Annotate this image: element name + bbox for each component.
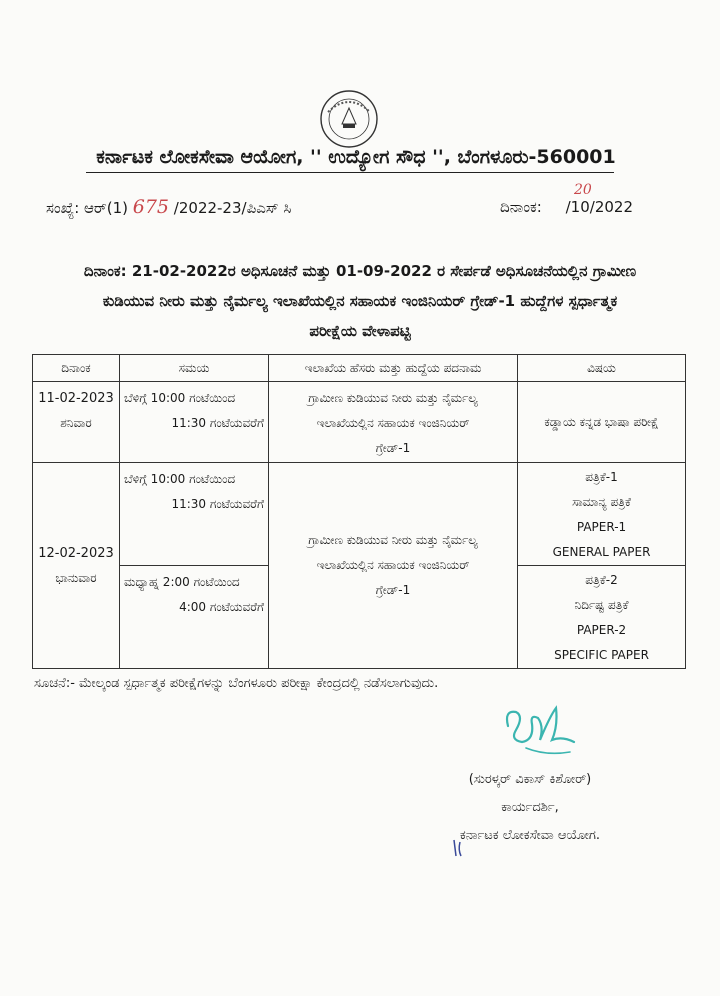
initial-mark-icon xyxy=(448,838,468,858)
table-header-row xyxy=(33,355,686,382)
header-underline xyxy=(86,172,614,173)
paper2-label: PAPER-2 xyxy=(576,623,627,637)
document-date xyxy=(500,198,633,216)
row2-dept-line-3: ಗ್ರೇಡ್-1 xyxy=(375,583,411,597)
reference-prefix: ಸಂಖ್ಯೆ: ಆರ್(1) xyxy=(46,199,128,217)
row1-dept-cell xyxy=(269,382,518,463)
row2-s2-time-from: ಮಧ್ಯಾಹ್ನ 2:00 ಗಂಟೆಯಿಂದ xyxy=(124,575,240,589)
organization-header: ಕರ್ನಾಟಕ ಲೋಕಸೇವಾ ಆಯೋಗ, '' ಉದ್ಯೋಗ ಸೌಧ '', ಬೆಂಗಳೂರು-560001 xyxy=(96,146,616,168)
table-row xyxy=(33,463,686,566)
reference-handwritten-number: 675 xyxy=(132,196,170,218)
title-line-3: ಪರೀಕ್ಷೆಯ ವೇಳಾಪಟ್ಟಿ xyxy=(309,322,411,340)
date-handwritten-day: 20 xyxy=(574,182,592,198)
row2-date-cell xyxy=(33,463,120,669)
row2-dept-cell xyxy=(269,463,518,669)
row1-dept-line-2: ಇಲಾಖೆಯಲ್ಲಿನ ಸಹಾಯಕ ಇಂಜಿನಿಯರ್ xyxy=(316,416,470,430)
reference-suffix: /2022-23/ಪಿಎಸ್ ಸಿ xyxy=(173,199,292,217)
kpsc-seal-icon xyxy=(316,86,382,152)
exam-centre-note: ಸೂಚನೆ:- ಮೇಲ್ಕಂಡ ಸ್ಪರ್ಧಾತ್ಮಕ ಪರೀಕ್ಷೆಗಳನ್ನು ಬೆಂಗಳೂರು ಪರೀಕ್ಷಾ ಕೇಂದ್ರದಲ್ಲಿ ನಡೆಸಲಾಗುವುದು. xyxy=(34,676,439,691)
document-title xyxy=(40,256,680,346)
row1-day: ಶನಿವಾರ xyxy=(60,416,92,430)
row2-s1-time-to: 11:30 ಗಂಟೆಯವರೆಗೆ xyxy=(171,497,264,511)
title-line-2: ಕುಡಿಯುವ ನೀರು ಮತ್ತು ನೈರ್ಮಲ್ಯ ಇಲಾಖೆಯಲ್ಲಿನ ಸಹಾಯಕ ಇಂಜಿನಿಯರ್ ಗ್ರೇಡ್-1 ಹುದ್ದೆಗಳ ಸ್ಪರ್ಧಾತ್ಮಕ xyxy=(102,292,618,310)
row2-s2-time-to: 4:00 ಗಂಟೆಯವರೆಗೆ xyxy=(179,600,264,614)
row2-session1-subject-cell xyxy=(518,463,686,566)
row2-session2-time-cell xyxy=(120,566,269,669)
exam-schedule-table xyxy=(32,354,686,669)
header-department: ಇಲಾಖೆಯ ಹೆಸರು ಮತ್ತು ಹುದ್ದೆಯ ಪದನಾಮ xyxy=(269,355,518,382)
header-time: ಸಮಯ xyxy=(120,355,269,382)
paper1-kannada-name: ಸಾಮಾನ್ಯ ಪತ್ರಿಕೆ xyxy=(572,495,631,509)
paper1-kannada-label: ಪತ್ರಿಕೆ-1 xyxy=(585,470,618,484)
signatory-organization: ಕರ್ನಾಟಕ ಲೋಕಸೇವಾ ಆಯೋಗ. xyxy=(459,828,601,843)
row2-session2-subject-cell xyxy=(518,566,686,669)
paper2-kannada-name: ನಿರ್ದಿಷ್ಟ ಪತ್ರಿಕೆ xyxy=(574,598,629,612)
row2-session1-time-cell xyxy=(120,463,269,566)
row1-time-from: ಬೆಳಿಗ್ಗೆ 10:00 ಗಂಟೆಯಿಂದ xyxy=(124,391,236,405)
row1-time-to: 11:30 ಗಂಟೆಯವರೆಗೆ xyxy=(171,416,264,430)
signature-icon xyxy=(486,696,586,766)
paper2-kannada-label: ಪತ್ರಿಕೆ-2 xyxy=(585,573,618,587)
row1-dept-line-1: ಗ್ರಾಮೀಣ ಕುಡಿಯುವ ನೀರು ಮತ್ತು ನೈರ್ಮಲ್ಯ xyxy=(308,391,478,405)
row2-dept-line-1: ಗ್ರಾಮೀಣ ಕುಡಿಯುವ ನೀರು ಮತ್ತು ನೈರ್ಮಲ್ಯ xyxy=(308,533,478,547)
row2-dept-line-2: ಇಲಾಖೆಯಲ್ಲಿನ ಸಹಾಯಕ ಇಂಜಿನಿಯರ್ xyxy=(316,558,470,572)
paper1-label: PAPER-1 xyxy=(576,520,627,534)
title-line-1: ದಿನಾಂಕ: 21-02-2022ರ ಅಧಿಸೂಚನೆ ಮತ್ತು 01-09-2022 ರ ಸೇರ್ಪಡೆ ಅಧಿಸೂಚನೆಯಲ್ಲಿನ ಗ್ರಾಮೀಣ xyxy=(83,262,637,280)
row1-date-cell xyxy=(33,382,120,463)
date-label: ದಿನಾಂಕ: xyxy=(500,198,542,216)
paper1-name: GENERAL PAPER xyxy=(552,545,651,559)
row1-subject: ಕಡ್ಡಾಯ ಕನ್ನಡ ಭಾಷಾ ಪರೀಕ್ಷೆ xyxy=(518,382,686,463)
signatory-designation: ಕಾರ್ಯದರ್ಶಿ, xyxy=(501,800,559,815)
row1-date: 11-02-2023 xyxy=(38,391,114,406)
row2-s1-time-from: ಬೆಳಿಗ್ಗೆ 10:00 ಗಂಟೆಯಿಂದ xyxy=(124,472,236,486)
reference-number xyxy=(46,196,291,218)
paper2-name: SPECIFIC PAPER xyxy=(554,648,649,662)
row2-day: ಭಾನುವಾರ xyxy=(55,570,97,585)
header-subject: ವಿಷಯ xyxy=(518,355,686,382)
row1-dept-line-3: ಗ್ರೇಡ್-1 xyxy=(375,441,411,455)
header-date: ದಿನಾಂಕ xyxy=(33,355,120,382)
date-rest: /10/2022 xyxy=(565,198,633,216)
row1-time-cell xyxy=(120,382,269,463)
table-row xyxy=(33,382,686,463)
row2-date: 12-02-2023 xyxy=(38,545,114,561)
signatory-name: (ಸುರಳ್ಕರ್ ವಿಕಾಸ್ ಕಿಶೋರ್) xyxy=(468,772,592,787)
